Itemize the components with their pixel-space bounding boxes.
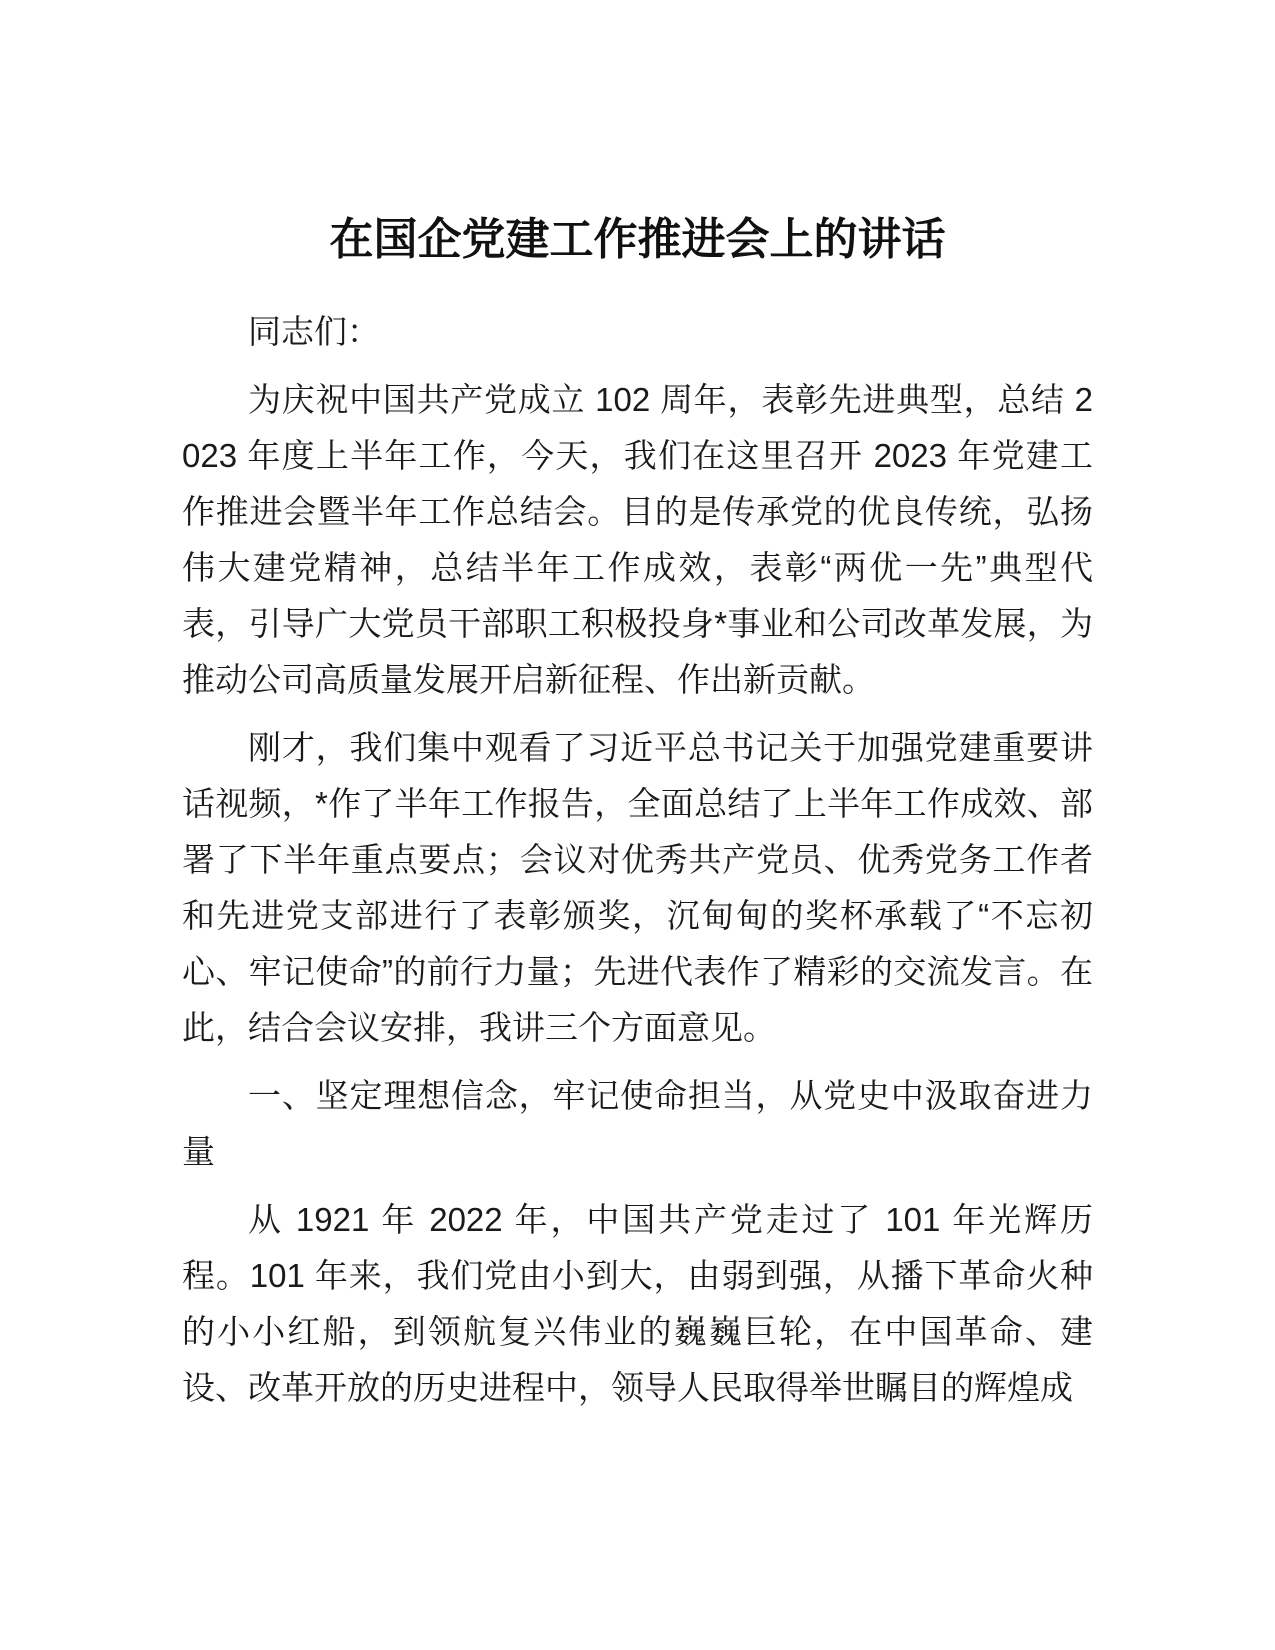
salutation-paragraph: 同志们：: [248, 313, 380, 350]
document-title: 在国企党建工作推进会上的讲话: [329, 215, 946, 264]
body-paragraph-3: 从 1921 年 2022 年，中国共产党走过了 101 年光辉历程。101 年来，我们党由小到大，由弱到强，从播下革命火种的小小红船，到领航复兴伟业的巍巍巨轮，在中国革命、建设、改革开放的历史进程中，领导人民取得举世瞩目的辉煌成: [182, 1201, 1093, 1406]
body-paragraph-1: 为庆祝中国共产党成立 102 周年，表彰先进典型，总结 2023 年度上半年工作，今天，我们在这里召开 2023 年党建工作推进会暨半年工作总结会。目的是传承党的优良传统，弘扬伟大建党精神，总结半年工作成效，表彰“两优一先”典型代表，引导广大党员干部职工积极投身*事业和公司改革发展，为推动公司高质量发展开启新征程、作出新贡献。: [182, 381, 1093, 698]
section-heading: 一、坚定理想信念，牢记使命担当，从党史中汲取奋进力量: [182, 1077, 1093, 1170]
body-paragraph-2: 刚才，我们集中观看了习近平总书记关于加强党建重要讲话视频，*作了半年工作报告，全面总结了上半年工作成效、部署了下半年重点要点；会议对优秀共产党员、优秀党务工作者和先进党支部进行了表彰颁奖，沉甸甸的奖杯承载了“不忘初心、牢记使命”的前行力量；先进代表作了精彩的交流发言。在此，结合会议安排，我讲三个方面意见。: [182, 729, 1093, 1046]
